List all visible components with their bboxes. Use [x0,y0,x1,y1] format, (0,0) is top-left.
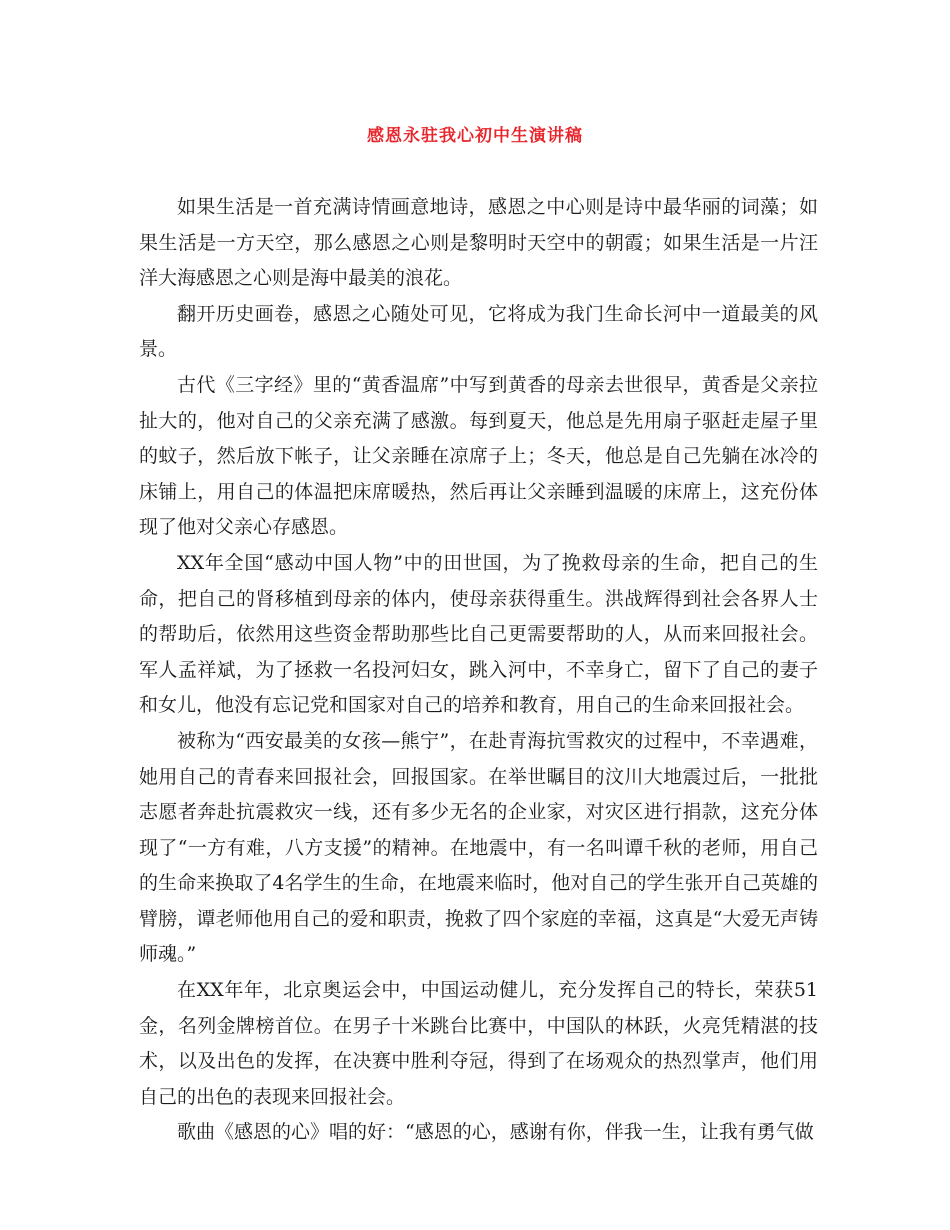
paragraph: XX年全国“感动中国人物”中的田世国，为了挽救母亲的生命，把自己的生命，把自己的肾移植到母亲的体内，使母亲获得重生。洪战辉得到社会各界人士的帮助后，依然用这些资金帮助那些比自己更需要帮助的人，从而来回报社会。军人孟祥斌，为了拯救一名投河妇女，跳入河中，不幸身亡，留下了自己的妻子和女儿，他没有忘记党和国家对自己的培养和教育，用自己的生命来回报社会。 [139,551,818,717]
paragraph: 如果生活是一首充满诗情画意地诗，感恩之中心则是诗中最华丽的词藻；如果生活是一方天空，那么感恩之心则是黎明时天空中的朝霞；如果生活是一片汪洋大海感恩之心则是海中最美的浪花。 [139,196,818,290]
page-title: 感恩永驻我心初中生演讲稿 [367,126,583,146]
paragraph: 歌曲《感恩的心》唱的好：“感恩的心，感谢有你，伴我一生，让我有勇气做 [177,1121,814,1144]
document-body [139,190,818,1151]
paragraph: 翻开历史画卷，感恩之心随处可见，它将成为我门生命长河中一道最美的风景。 [139,302,818,361]
paragraph: 被称为“西安最美的女孩—熊宁”，在赴青海抗雪救灾的过程中，不幸遇难，她用自己的青春来回报社会，回报国家。在举世瞩目的汶川大地震过后，一批批志愿者奔赴抗震救灾一线，还有多少无名的企业家，对灾区进行捐款，这充分体现了“一方有难，八方支援”的精神。在地震中，有一名叫谭千秋的老师，用自己的生命来换取了4名学生的生命，在地震来临时，他对自己的学生张开自己英雄的臂膀，谭老师他用自己的爱和职责，挽救了四个家庭的幸福，这真是“大爱无声铸师魂。” [139,729,818,966]
paragraph: 在XX年年，北京奥运会中，中国运动健儿，充分发挥自己的特长，荣获51金，名列金牌榜首位。在男子十米跳台比赛中，中国队的林跃，火亮凭精湛的技术，以及出色的发挥，在决赛中胜利夺冠，得到了在场观众的热烈掌声，他们用自己的出色的表现来回报社会。 [139,979,818,1108]
paragraph: 古代《三字经》里的“黄香温席”中写到黄香的母亲去世很早，黄香是父亲拉扯大的，他对自己的父亲充满了感激。每到夏天，他总是先用扇子驱赶走屋子里的蚊子，然后放下帐子，让父亲睡在凉席子上；冬天，他总是自己先躺在冰冷的床铺上，用自己的体温把床席暖热，然后再让父亲睡到温暖的床席上，这充份体现了他对父亲心存感恩。 [139,373,818,539]
